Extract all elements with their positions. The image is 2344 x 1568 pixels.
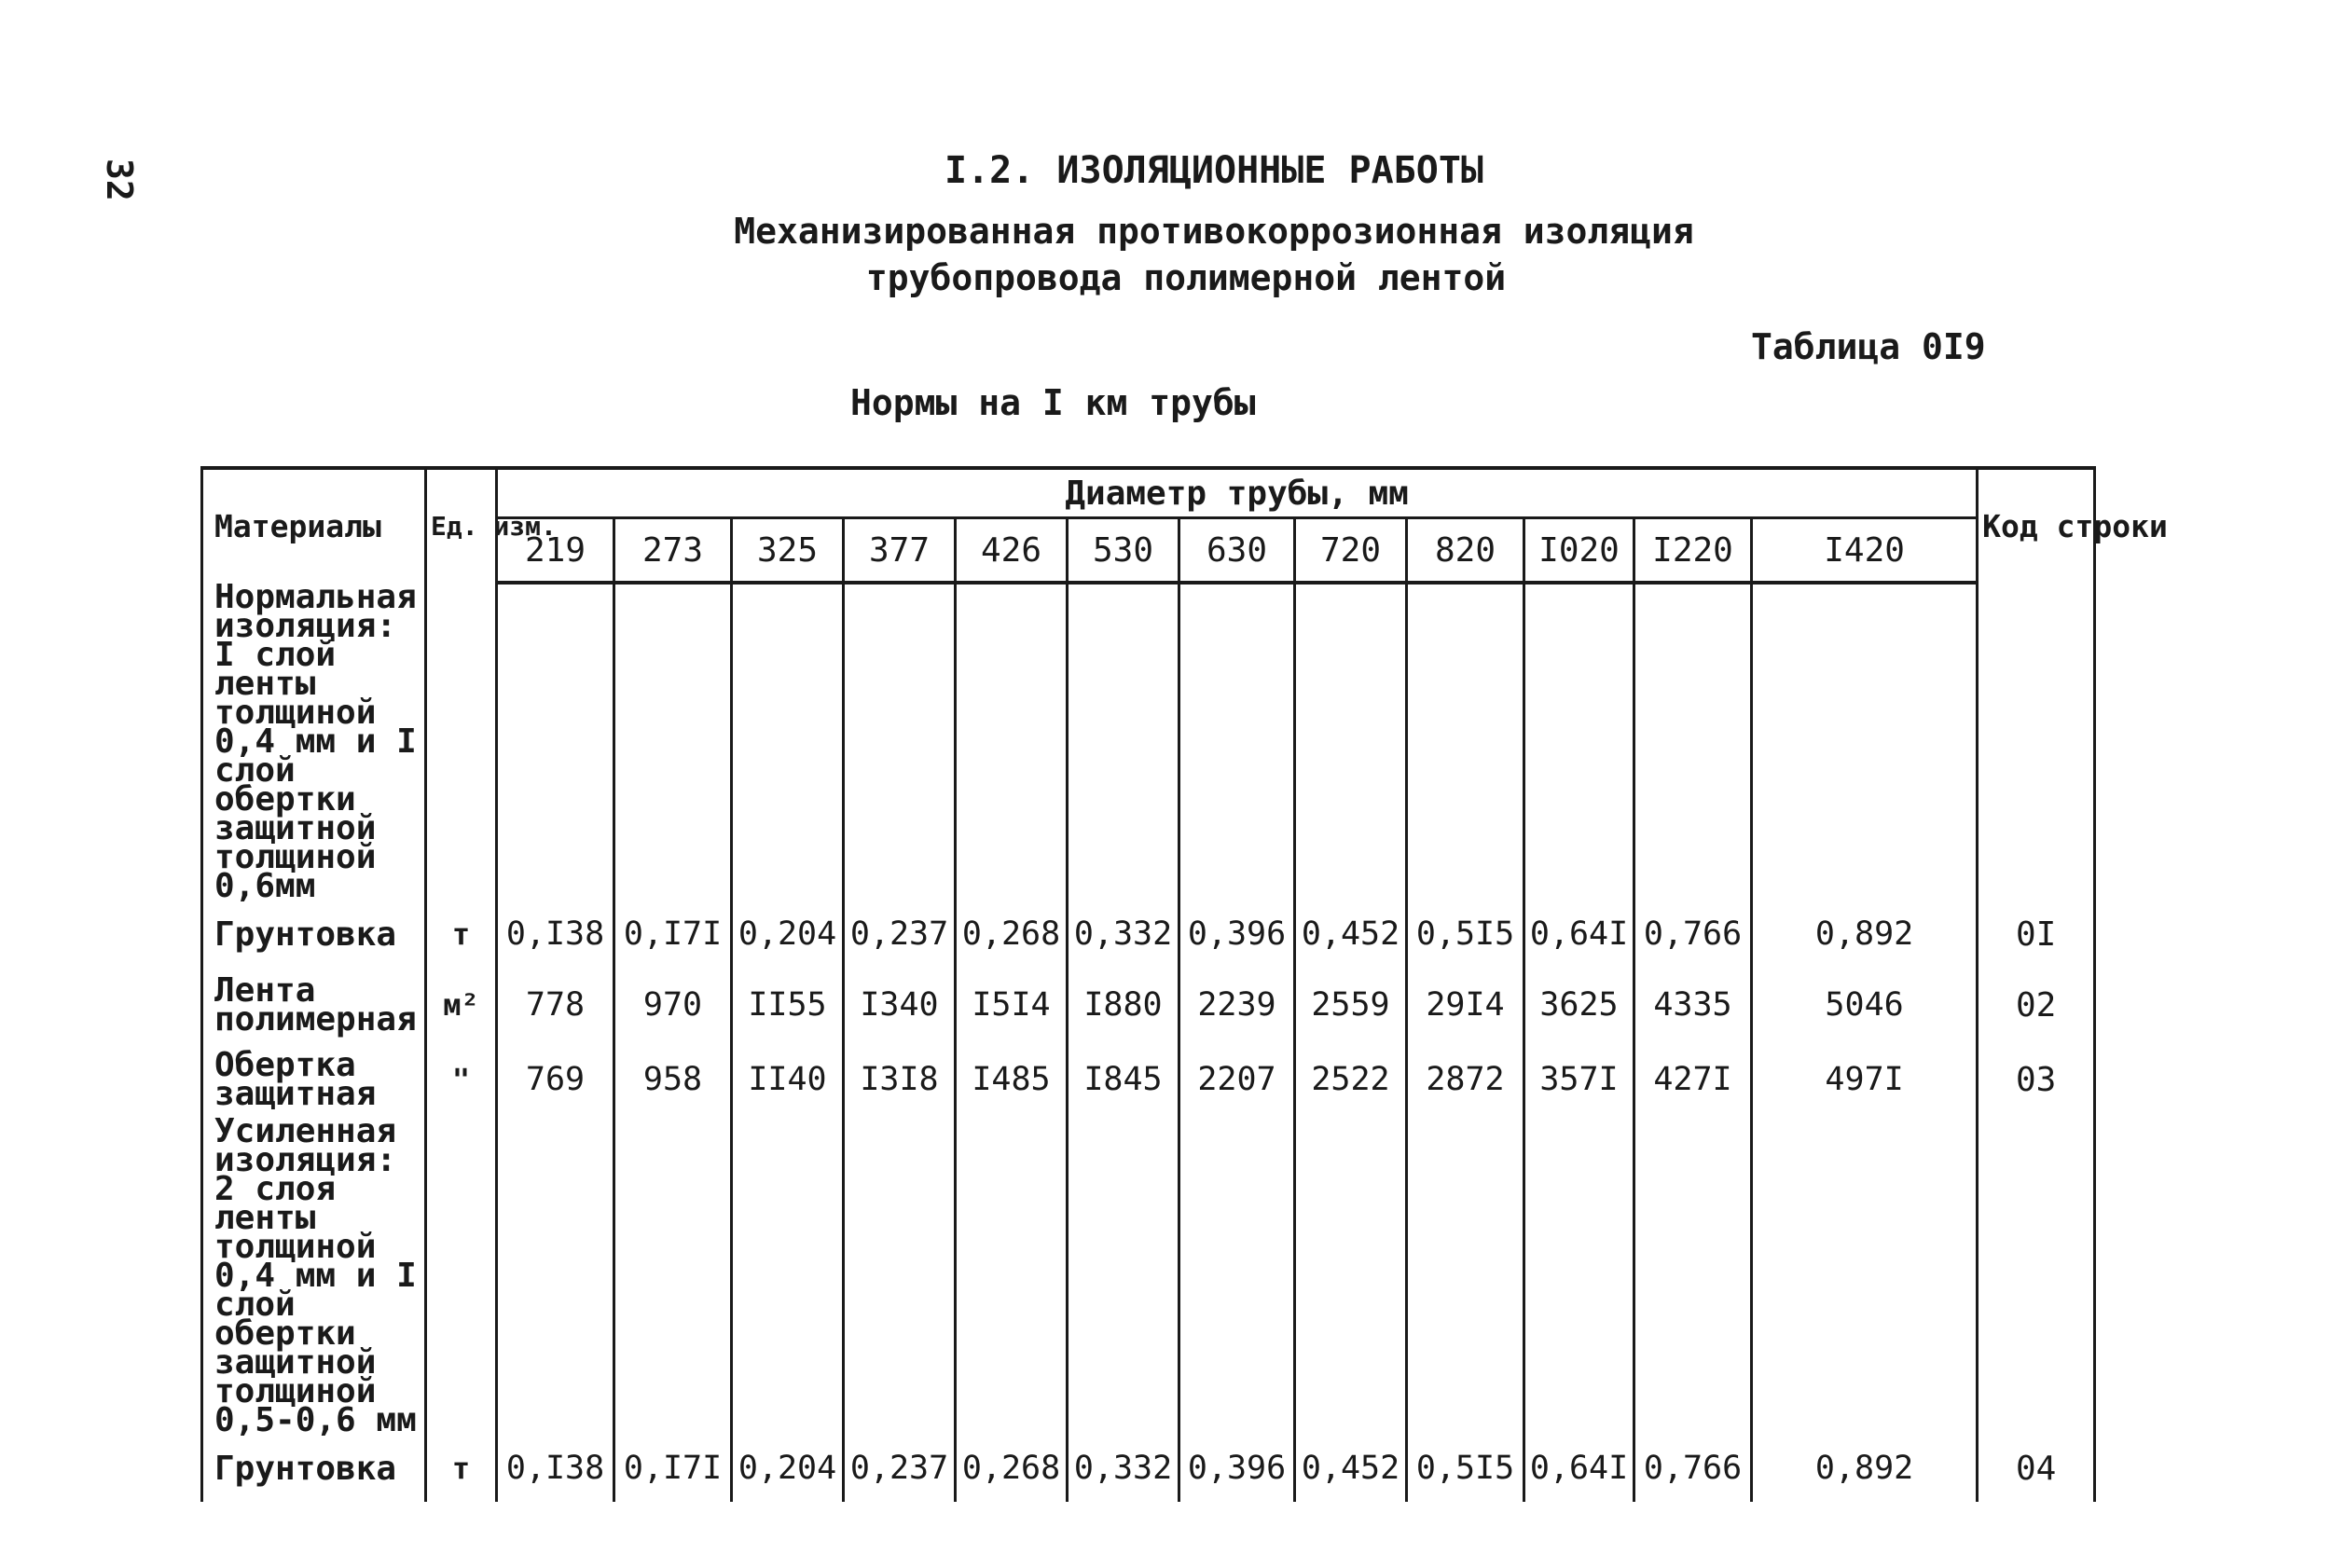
- value-cell: 0,I7I: [614, 1435, 732, 1502]
- value-cell: 778: [497, 968, 614, 1042]
- value-cell: 0,64I: [1524, 901, 1634, 968]
- empty-cell: [1179, 1117, 1295, 1435]
- empty-cell: [1068, 1117, 1179, 1435]
- value-cell: 0,892: [1752, 901, 1978, 968]
- header-diameter: 377: [844, 518, 956, 584]
- value-cell: 0,452: [1295, 1435, 1407, 1502]
- value-cell: II40: [732, 1042, 844, 1117]
- value-cell: 5046: [1752, 968, 1978, 1042]
- value-cell: 0,332: [1068, 1435, 1179, 1502]
- value-cell: 2239: [1179, 968, 1295, 1042]
- row-code: 0I: [1978, 901, 2095, 968]
- section-title: Нормальная изоляция: I слой ленты толщиной 0,4 мм и I слой обертки защитной толщиной 0,6мм: [202, 583, 426, 901]
- value-cell: 0,5I5: [1407, 901, 1524, 968]
- value-cell: 769: [497, 1042, 614, 1117]
- header-materials: Материалы: [202, 468, 426, 583]
- header-row-1: [202, 468, 2095, 518]
- header-diameter: I420: [1752, 518, 1978, 584]
- empty-cell: [1634, 1117, 1752, 1435]
- value-cell: 497I: [1752, 1042, 1978, 1117]
- empty-cell: [1068, 583, 1179, 901]
- section-heading-row: [202, 583, 2095, 901]
- empty-cell: [1295, 583, 1407, 901]
- empty-cell: [426, 1117, 497, 1435]
- header-diameter: 820: [1407, 518, 1524, 584]
- header-diameter-group: Диаметр трубы, мм: [497, 468, 1978, 518]
- header-diameter: 426: [956, 518, 1068, 584]
- value-cell: 0,5I5: [1407, 1435, 1524, 1502]
- empty-cell: [844, 1117, 956, 1435]
- value-cell: I880: [1068, 968, 1179, 1042]
- empty-cell: [614, 583, 732, 901]
- value-cell: 0,268: [956, 901, 1068, 968]
- value-cell: 2872: [1407, 1042, 1524, 1117]
- empty-cell: [732, 583, 844, 901]
- table-body: [202, 468, 2168, 1502]
- section-title: I.2. ИЗОЛЯЦИОННЫЕ РАБОТЫ: [944, 149, 1483, 192]
- section-heading-row: [202, 1117, 2095, 1435]
- header-diameter: 630: [1179, 518, 1295, 584]
- value-cell: 0,I7I: [614, 901, 732, 968]
- value-cell: I845: [1068, 1042, 1179, 1117]
- value-cell: 0,237: [844, 901, 956, 968]
- row-code: 02: [1978, 968, 2095, 1042]
- empty-cell: [1524, 583, 1634, 901]
- row-code: 04: [1978, 1435, 2095, 1502]
- value-cell: 0,237: [844, 1435, 956, 1502]
- material-name: Грунтовка: [202, 1435, 426, 1502]
- empty-cell: [426, 583, 497, 901]
- value-cell: II55: [732, 968, 844, 1042]
- value-cell: I485: [956, 1042, 1068, 1117]
- value-cell: 2207: [1179, 1042, 1295, 1117]
- value-cell: 0,268: [956, 1435, 1068, 1502]
- subtitle-line-2: трубопровода полимерной лентой: [865, 257, 1507, 298]
- norms-table: [200, 466, 2168, 1502]
- section-title: Усиленная изоляция: 2 слоя ленты толщиной 0,4 мм и I слой обертки защитной толщиной 0,5-0,6 мм: [202, 1117, 426, 1435]
- table-label: Таблица 0I9: [1751, 326, 1986, 367]
- value-cell: 0,396: [1179, 1435, 1295, 1502]
- empty-cell: [614, 1117, 732, 1435]
- unit-cell: т: [426, 901, 497, 968]
- header-diameter: I220: [1634, 518, 1752, 584]
- header-diameter: I020: [1524, 518, 1634, 584]
- unit-cell: м²: [426, 968, 497, 1042]
- header-diameter: 530: [1068, 518, 1179, 584]
- value-cell: 0,64I: [1524, 1435, 1634, 1502]
- value-cell: 970: [614, 968, 732, 1042]
- material-name: Обертка защитная: [202, 1042, 426, 1117]
- header-diameter: 219: [497, 518, 614, 584]
- value-cell: 958: [614, 1042, 732, 1117]
- value-cell: I340: [844, 968, 956, 1042]
- empty-cell: [956, 1117, 1068, 1435]
- value-cell: I3I8: [844, 1042, 956, 1117]
- value-cell: 0,766: [1634, 901, 1752, 968]
- table-row: [202, 968, 2095, 1042]
- table-row: [202, 1042, 2095, 1117]
- header-diameter: 720: [1295, 518, 1407, 584]
- empty-cell: [1978, 583, 2095, 901]
- material-name: Лента полимерная: [202, 968, 426, 1042]
- value-cell: 29I4: [1407, 968, 1524, 1042]
- value-cell: 357I: [1524, 1042, 1634, 1117]
- empty-cell: [1407, 583, 1524, 901]
- unit-cell: т: [426, 1435, 497, 1502]
- value-cell: 2522: [1295, 1042, 1407, 1117]
- empty-cell: [497, 583, 614, 901]
- unit-cell: ": [426, 1042, 497, 1117]
- value-cell: 0,204: [732, 1435, 844, 1502]
- value-cell: 4335: [1634, 968, 1752, 1042]
- empty-cell: [956, 583, 1068, 901]
- material-name: Грунтовка: [202, 901, 426, 968]
- value-cell: 0,204: [732, 901, 844, 968]
- empty-cell: [1978, 1117, 2095, 1435]
- empty-cell: [1752, 1117, 1978, 1435]
- header-code: Код строки: [1978, 468, 2095, 583]
- value-cell: 0,I38: [497, 1435, 614, 1502]
- value-cell: 0,332: [1068, 901, 1179, 968]
- header-unit: Ед. изм.: [426, 468, 497, 583]
- value-cell: 0,452: [1295, 901, 1407, 968]
- value-cell: 3625: [1524, 968, 1634, 1042]
- subtitle-line-1: Механизированная противокоррозионная изоляция: [734, 211, 1694, 252]
- value-cell: 427I: [1634, 1042, 1752, 1117]
- value-cell: 2559: [1295, 968, 1407, 1042]
- header-diameter: 273: [614, 518, 732, 584]
- row-code: 03: [1978, 1042, 2095, 1117]
- value-cell: 0,396: [1179, 901, 1295, 968]
- page-number: 32: [99, 158, 140, 201]
- empty-cell: [497, 1117, 614, 1435]
- table-row: [202, 1435, 2095, 1502]
- empty-cell: [844, 583, 956, 901]
- value-cell: 0,I38: [497, 901, 614, 968]
- header-diameter: 325: [732, 518, 844, 584]
- norms-label: Нормы на I км трубы: [850, 382, 1256, 423]
- value-cell: I5I4: [956, 968, 1068, 1042]
- empty-cell: [1407, 1117, 1524, 1435]
- empty-cell: [1295, 1117, 1407, 1435]
- empty-cell: [732, 1117, 844, 1435]
- empty-cell: [1752, 583, 1978, 901]
- empty-cell: [1524, 1117, 1634, 1435]
- empty-cell: [1179, 583, 1295, 901]
- table-row: [202, 901, 2095, 968]
- empty-cell: [1634, 583, 1752, 901]
- value-cell: 0,766: [1634, 1435, 1752, 1502]
- value-cell: 0,892: [1752, 1435, 1978, 1502]
